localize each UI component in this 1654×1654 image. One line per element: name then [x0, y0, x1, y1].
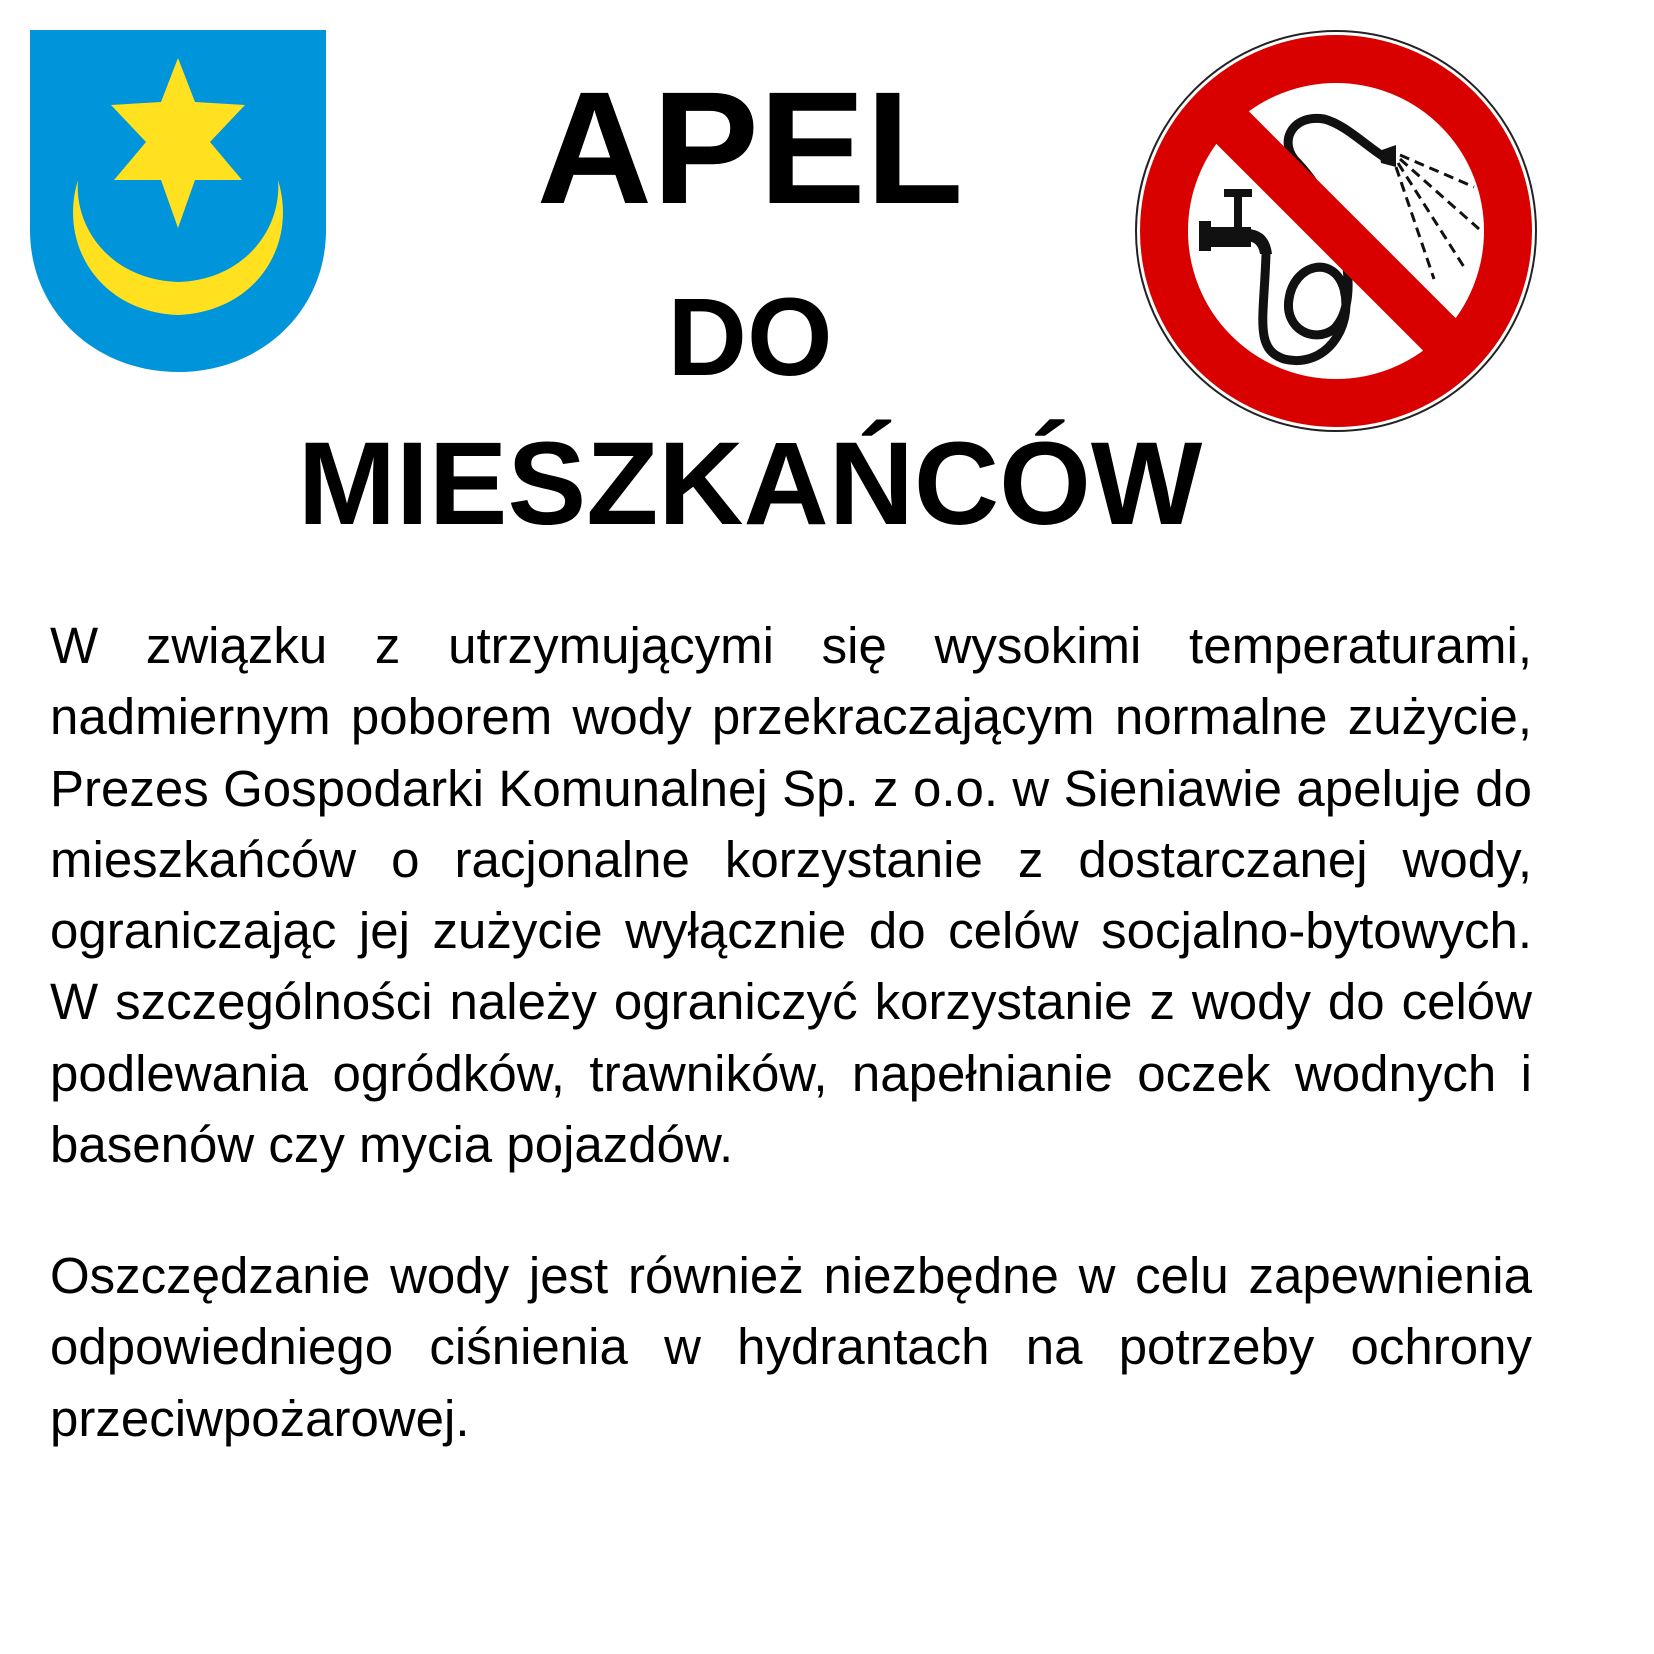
- appeal-paragraph-1: W związku z utrzymującymi się wysokimi temperaturami, nadmiernym poborem wody przekraczającym normalne zużycie, Prezes Gospodarki Komunalnej Sp. z o.o. w Sieniawie apeluje do mieszkańców o racjonalne korzystanie z dostarczanej wody, ograniczając jej zużycie wyłącznie do celów socjalno-bytowych. W szczególności należy ograniczyć korzystanie z wody do celów podlewania ogródków, trawników, napełnianie oczek wodnych i basenów czy mycia pojazdów.: [50, 617, 1532, 1174]
- title-line-3: MIESZKAŃCÓW: [297, 418, 1203, 550]
- title-line-1: APEL: [536, 58, 964, 237]
- appeal-paragraph-2: Oszczędzanie wody jest również niezbędne w celu zapewnienia odpowiedniego ciśnienia w hydrantach na potrzeby ochrony przeciwpożarowej.: [50, 1247, 1532, 1447]
- title-line-2: DO: [667, 276, 833, 399]
